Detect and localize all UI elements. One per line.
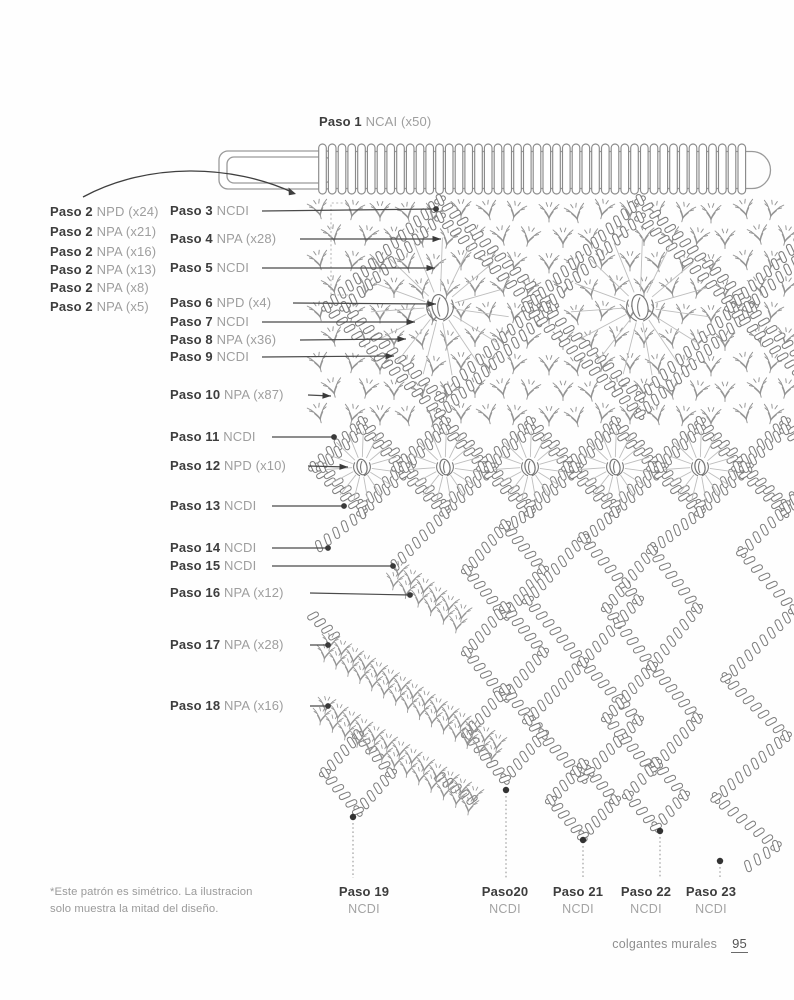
step-2-label-row-4 (50, 261, 156, 279)
step-2-name: Paso 2 (50, 224, 93, 239)
middle-diamond-row (308, 416, 794, 519)
footer-section-label: colgantes murales (612, 937, 718, 951)
step-2-name: Paso 2 (50, 299, 93, 314)
step-4-label (170, 230, 276, 248)
step-name: Paso 5 (170, 260, 213, 275)
step-5-label (170, 259, 249, 277)
step-2-code: NPA (x16) (96, 244, 157, 259)
step-name: Paso 3 (170, 203, 213, 218)
step-code: NCDI (216, 260, 249, 275)
step-name: Paso 8 (170, 332, 213, 347)
step-code: NCDI (630, 902, 662, 916)
step-1-code: NCAI (x50) (365, 114, 432, 129)
step-16-label (170, 584, 284, 602)
step-code: NCDI (562, 902, 594, 916)
page-footer (612, 936, 748, 953)
step-name: Paso 11 (170, 429, 220, 444)
step-name: Paso 13 (170, 498, 221, 513)
step-6-label (170, 294, 271, 312)
step-2-code: NPD (x24) (96, 204, 159, 219)
step-name: Paso 17 (170, 637, 221, 652)
step-name: Paso 18 (170, 698, 221, 713)
step-19-label (339, 884, 389, 916)
step-code: NPA (x36) (216, 332, 277, 347)
footnote-line-1: *Este patrón es simétrico. La ilustracion (50, 886, 253, 898)
step-name: Paso 19 (338, 884, 390, 899)
step-code: NPD (x10) (223, 458, 286, 473)
step-name: Paso 23 (685, 884, 737, 899)
step-name: Paso 6 (170, 295, 213, 310)
step-11-label (170, 428, 256, 446)
step-13-label (170, 497, 256, 515)
step-2-label-row-5 (50, 279, 149, 297)
step-2-code: NPA (x5) (96, 299, 149, 314)
chevron-strands (311, 560, 507, 816)
step-10-label (170, 386, 284, 404)
bottom-leaders (350, 787, 723, 878)
step-code: NCDI (489, 902, 521, 916)
step-name: Paso 7 (170, 314, 213, 329)
step-code: NPA (x28) (223, 637, 284, 652)
step-name: Paso 4 (170, 231, 213, 246)
step-15-label (170, 557, 256, 575)
step-name: Paso 10 (170, 387, 221, 402)
step-code: NCDI (223, 498, 257, 513)
step-17-label (170, 636, 284, 654)
step-name: Paso 12 (170, 458, 221, 473)
step-code: NCDI (216, 314, 249, 329)
step-code: NCDI (695, 902, 727, 916)
step-1-name: Paso 1 (319, 114, 362, 129)
step-name: Paso 22 (620, 884, 672, 899)
step-code: NPA (x28) (216, 231, 277, 246)
step-name: Paso 14 (170, 540, 221, 555)
step-23-label (686, 884, 736, 916)
step-2-name: Paso 2 (50, 204, 93, 219)
step-code: NPA (x16) (223, 698, 284, 713)
step-9-label (170, 348, 249, 366)
step-21-label (553, 884, 603, 916)
step-code: NCDI (223, 429, 256, 444)
step-code: NPA (x87) (223, 387, 284, 402)
step-name: Paso 15 (170, 558, 221, 573)
step-2-label-row-3 (50, 243, 156, 261)
step-name: Paso20 (481, 884, 529, 899)
step-2-name: Paso 2 (50, 244, 93, 259)
step-2-label-row-1 (50, 203, 159, 221)
step-code: NPA (x12) (223, 585, 284, 600)
step-code: NPD (x4) (216, 295, 272, 310)
footnote-line-2: solo muestra la mitad del diseño. (50, 902, 219, 915)
hanging-lattice (307, 494, 794, 872)
step-2-code: NPA (x21) (96, 224, 157, 239)
step-14-label (170, 539, 256, 557)
step-code: NCDI (348, 902, 380, 916)
step-code: NCDI (223, 540, 257, 555)
step-2-code: NPA (x13) (96, 262, 157, 277)
step-2-name: Paso 2 (50, 280, 93, 295)
step-code: NCDI (216, 349, 249, 364)
step-name: Paso 9 (170, 349, 213, 364)
step-2-code: NPA (x8) (96, 280, 149, 295)
step-2-label-row-2 (50, 223, 156, 241)
pattern-footnote (50, 884, 253, 917)
step-name: Paso 21 (552, 884, 604, 899)
step-code: NCDI (223, 558, 257, 573)
step-2-name: Paso 2 (50, 262, 93, 277)
step-22-label (621, 884, 671, 916)
step-12-label (170, 457, 286, 475)
step-name: Paso 16 (170, 585, 221, 600)
step-1-label (319, 113, 431, 131)
page-number: 95 (732, 936, 747, 951)
step-code: NCDI (216, 203, 249, 218)
step-2-label-row-6 (50, 298, 149, 316)
step-3-label (170, 202, 249, 220)
step-8-label (170, 331, 276, 349)
step-7-label (170, 313, 249, 331)
step-18-label (170, 697, 284, 715)
step-20-label (482, 884, 528, 916)
